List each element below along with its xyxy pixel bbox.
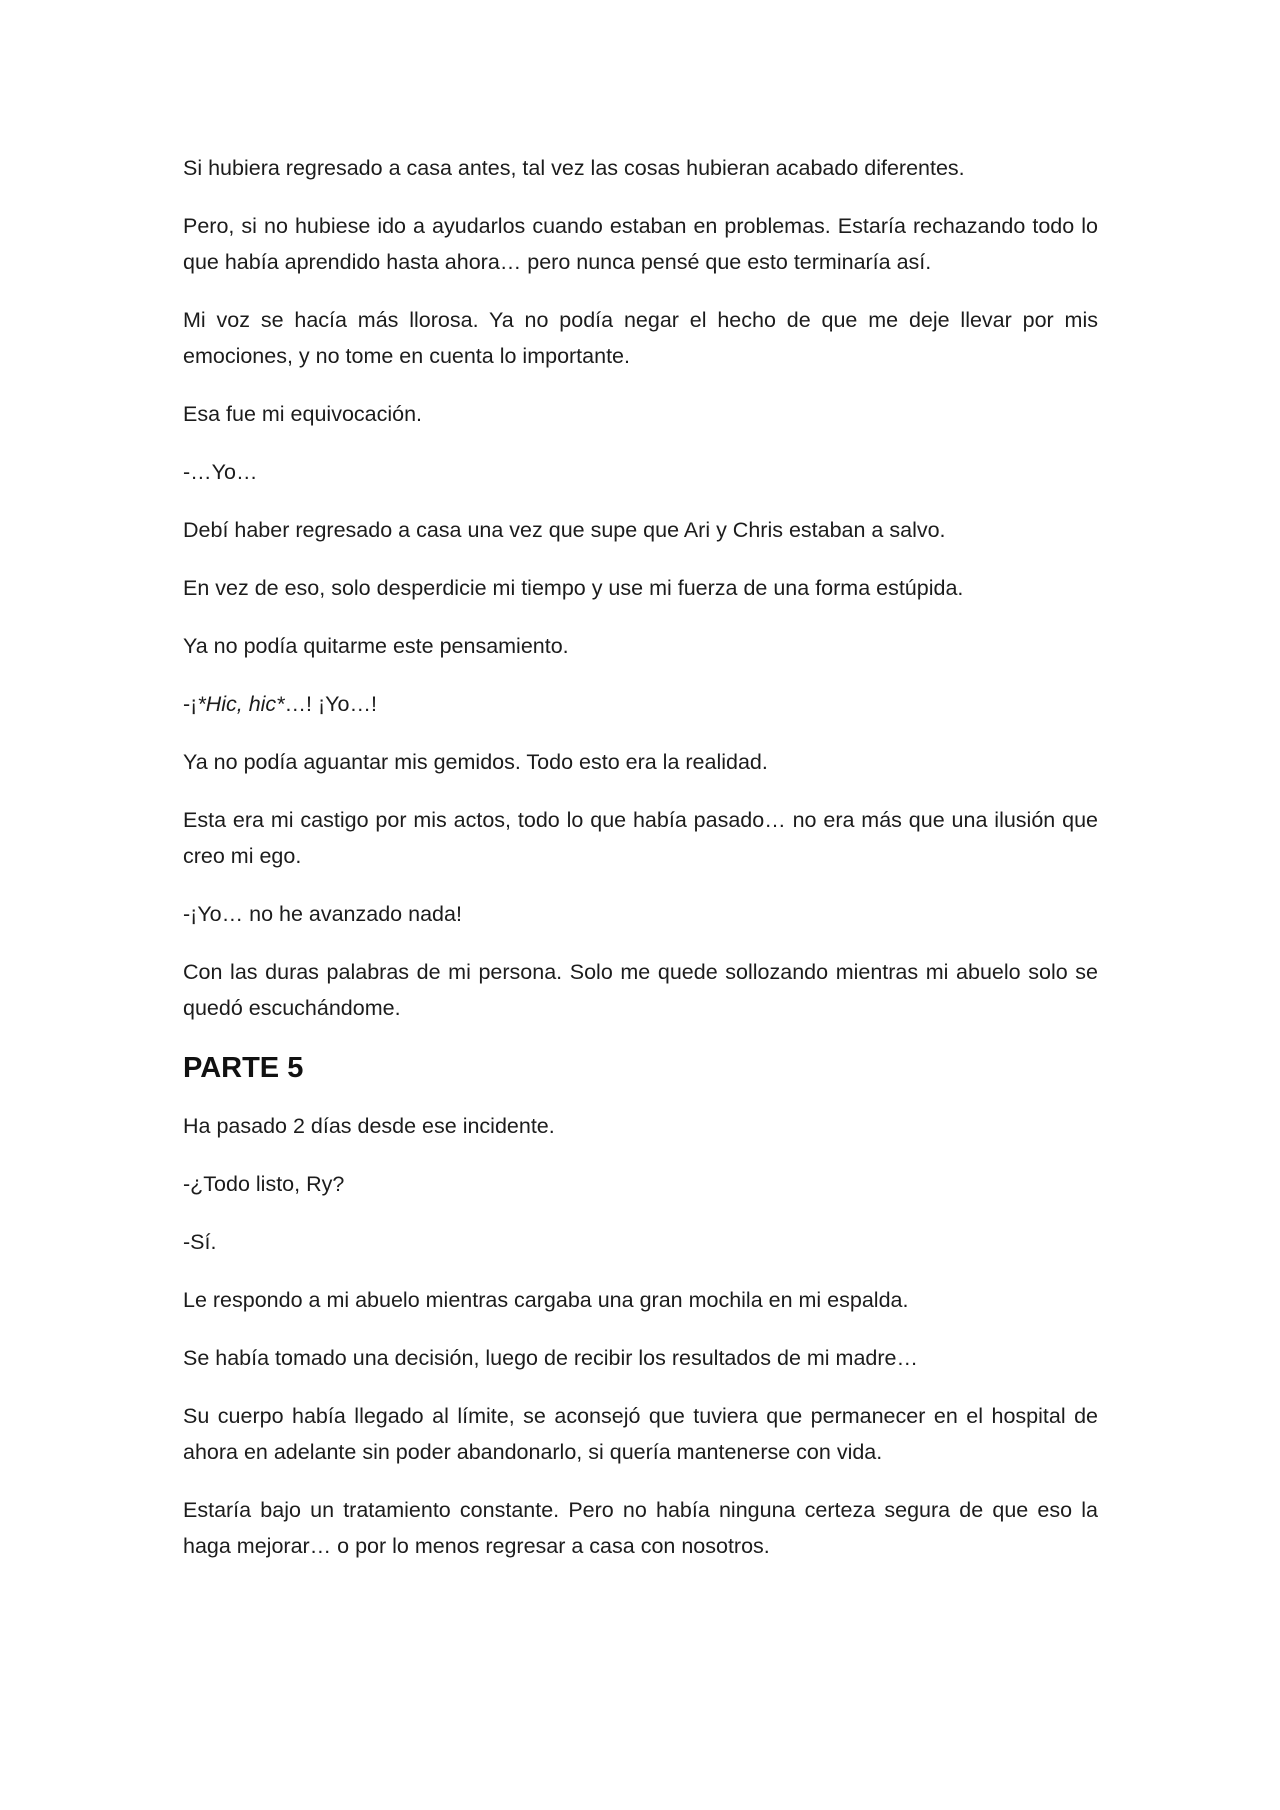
paragraph: Ya no podía aguantar mis gemidos. Todo esto era la realidad. bbox=[183, 750, 768, 774]
paragraph: Pero, si no hubiese ido a ayudarlos cuando estaban en problemas. Estaría rechazando todo lo que había aprendido hasta ahora… pero nunca pensé que esto terminaría así. bbox=[183, 214, 1098, 274]
dialogue-line: -…Yo… bbox=[183, 460, 258, 484]
paragraph: Ha pasado 2 días desde ese incidente. bbox=[183, 1114, 555, 1138]
paragraph: Esta era mi castigo por mis actos, todo lo que había pasado… no era más que una ilusión que creo mi ego. bbox=[183, 808, 1098, 868]
paragraph: Se había tomado una decisión, luego de recibir los resultados de mi madre… bbox=[183, 1346, 918, 1370]
paragraph: Mi voz se hacía más llorosa. Ya no podía negar el hecho de que me deje llevar por mis emociones, y no tome en cuenta lo importante. bbox=[183, 308, 1098, 368]
dialogue-line: -Sí. bbox=[183, 1230, 217, 1254]
dialogue-line: -¡Yo… no he avanzado nada! bbox=[183, 902, 462, 926]
sob-suffix: …! ¡Yo…! bbox=[284, 692, 377, 716]
paragraph: Si hubiera regresado a casa antes, tal vez las cosas hubieran acabado diferentes. bbox=[183, 156, 965, 180]
paragraph: Ya no podía quitarme este pensamiento. bbox=[183, 634, 569, 658]
paragraph: Su cuerpo había llegado al límite, se aconsejó que tuviera que permanecer en el hospital de ahora en adelante sin poder abandonarlo, si quería mantenerse con vida. bbox=[183, 1404, 1098, 1464]
dialogue-line-sob bbox=[183, 686, 1098, 722]
paragraph: Le respondo a mi abuelo mientras cargaba una gran mochila en mi espalda. bbox=[183, 1288, 909, 1312]
paragraph: Con las duras palabras de mi persona. Solo me quede sollozando mientras mi abuelo solo se quedó escuchándome. bbox=[183, 960, 1098, 1020]
paragraph: Debí haber regresado a casa una vez que supe que Ari y Chris estaban a salvo. bbox=[183, 518, 946, 542]
paragraph: Esa fue mi equivocación. bbox=[183, 402, 423, 426]
sob-prefix: -¡ bbox=[183, 692, 198, 716]
document-page bbox=[183, 150, 1098, 1586]
sob-italic: *Hic, hic* bbox=[197, 692, 285, 716]
paragraph: Estaría bajo un tratamiento constante. Pero no había ninguna certeza segura de que eso la haga mejorar… o por lo menos regresar a casa con nosotros. bbox=[183, 1498, 1098, 1558]
dialogue-line: -¿Todo listo, Ry? bbox=[183, 1172, 345, 1196]
section-heading: PARTE 5 bbox=[183, 1052, 304, 1084]
paragraph: En vez de eso, solo desperdicie mi tiempo y use mi fuerza de una forma estúpida. bbox=[183, 576, 964, 600]
